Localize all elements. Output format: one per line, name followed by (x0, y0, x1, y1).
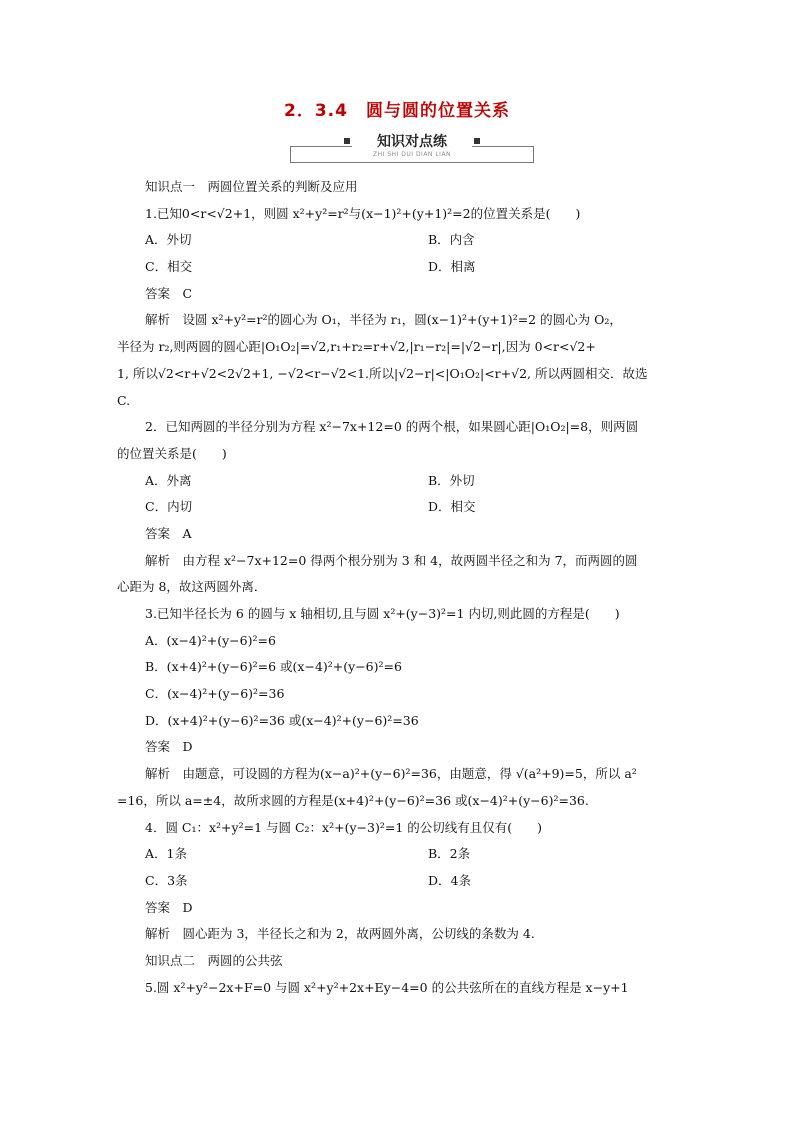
text-line: C. (117, 392, 131, 408)
document-body (117, 174, 685, 1001)
text-line: 解析 设圆 x²+y²=r²的圆心为 O₁，半径为 r₁，圆(x−1)²+(y+1)²=2 的圆心为 O₂， (145, 312, 622, 328)
banner-pinyin: ZHI SHI DUI DIAN LIAN (372, 151, 452, 158)
text-line: 答案 C (145, 285, 193, 301)
text-line: 知识点一 两圆位置关系的判断及应用 (145, 179, 358, 194)
options-row (117, 254, 685, 281)
text-line: 答案 A (145, 525, 192, 541)
banner-left-square-icon (344, 138, 350, 144)
text-line: =16，所以 a=±4，故所求圆的方程是(x+4)²+(y−6)²=36 或(x−4)²+(y−6)²=36. (117, 792, 589, 808)
banner-label: 知识对点练 (352, 131, 472, 149)
text-line: 3.已知半径长为 6 的圆与 x 轴相切,且与圆 x²+(y−3)²=1 内切,则此圆的方程是( ) (145, 606, 620, 621)
text-line: 心距为 8，故这两圆外离． (117, 579, 267, 595)
text-line: 的位置关系是( ) (117, 445, 227, 461)
option-left: A．1条 (145, 846, 187, 862)
option-left: C．3条 (145, 872, 188, 888)
options-row (117, 868, 685, 895)
text-line: 答案 D (145, 739, 193, 755)
text-line: 解析 由题意，可设圆的方程为(x−a)²+(y−6)²=36，由题意，得 √(a²+9)=5，所以 a² (145, 766, 637, 782)
text-line: A．(x−4)²+(y−6)²=6 (145, 632, 276, 648)
page-title: 2．3.4 圆与圆的位置关系 (284, 101, 510, 121)
options-row (117, 468, 685, 495)
options-row (117, 227, 685, 254)
text-line: D．(x+4)²+(y−6)²=36 或(x−4)²+(y−6)²=36 (145, 712, 419, 728)
text-line: B．(x+4)²+(y−6)²=6 或(x−4)²+(y−6)²=6 (145, 659, 402, 675)
options-row (117, 494, 685, 521)
options-row (117, 841, 685, 868)
text-line: 1, 所以√2<r+√2<2√2+1, −√2<r−√2<1.所以|√2−r|<|O₁O₂|<r+√2, 所以两圆相交．故选 (117, 365, 648, 381)
option-right: B．2条 (428, 846, 471, 862)
text-line: 知识点二 两圆的公共弦 (145, 952, 283, 968)
option-right: D．相交 (428, 499, 476, 515)
text-line: 2．已知两圆的半径分别为方程 x²−7x+12=0 的两个根，如果圆心距|O₁O₂|=8，则两圆 (145, 419, 639, 435)
text-line: 解析 由方程 x²−7x+12=0 得两个根分别为 3 和 4，故两圆半径之和为 7，而两圆的圆 (145, 552, 638, 568)
option-left: A．外离 (145, 472, 192, 488)
option-right: B．内含 (428, 232, 475, 248)
option-right: D．相离 (428, 259, 476, 275)
text-line: 半径为 r₂,则两圆的圆心距|O₁O₂|=√2,r₁+r₂=r+√2,|r₁−r₂|=|√2−r|,因为 0<r<√2+ (117, 339, 596, 355)
section-banner (290, 130, 534, 162)
text-line: 解析 圆心距为 3，半径长之和为 2，故两圆外离，公切线的条数为 4. (145, 926, 535, 942)
text-line: C．(x−4)²+(y−6)²=36 (145, 686, 285, 702)
option-left: A．外切 (145, 232, 192, 248)
text-line: 1.已知0<r<√2+1，则圆 x²+y²=r²与(x−1)²+(y+1)²=2的位置关系是( ) (145, 205, 581, 221)
banner-right-square-icon (474, 138, 480, 144)
option-right: D．4条 (428, 872, 471, 888)
text-line: 答案 D (145, 899, 193, 915)
option-left: C．相交 (145, 259, 193, 275)
banner-bottom-rule (290, 162, 534, 163)
option-left: C．内切 (145, 499, 193, 515)
text-line: 4．圆 C₁：x²+y²=1 与圆 C₂：x²+(y−3)²=1 的公切线有且仅有( ) (145, 819, 542, 835)
option-right: B．外切 (428, 472, 475, 488)
text-line: 5.圆 x²+y²−2x+F=0 与圆 x²+y²+2x+Ey−4=0 的公共弦所在的直线方程是 x−y+1 (145, 979, 629, 995)
